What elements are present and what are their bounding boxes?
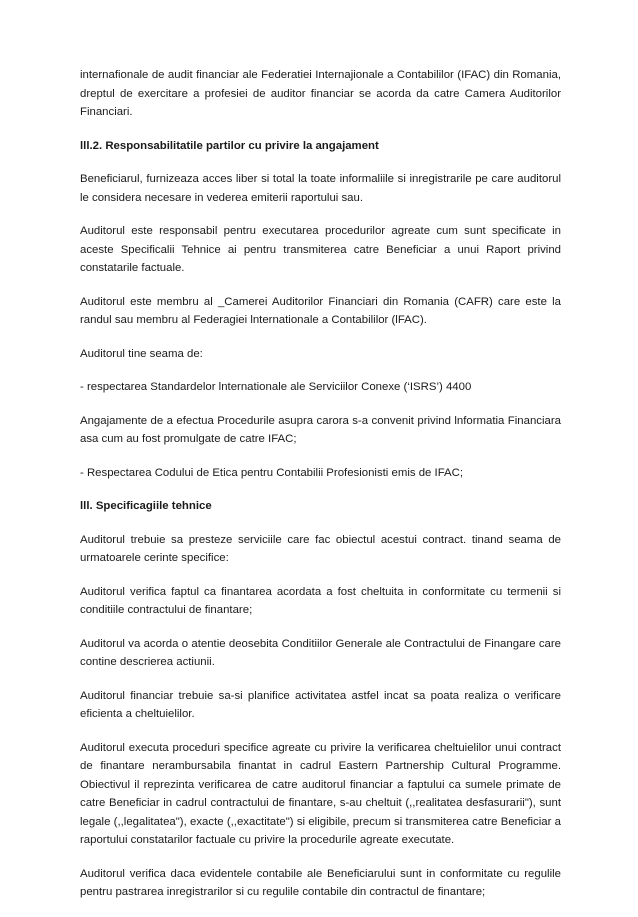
paragraph-planning: Auditorul financiar trebuie sa-si planifice activitatea astfel incat sa poata realiza o verificare eficienta a cheltuielilor. [80,689,561,720]
paragraph-procedures-commitment: Angajamente de a efectua Procedurile asupra carora s-a convenit privind lnformatia Financiara asa cum au fost promulgate de catre IFAC; [80,414,561,445]
paragraph-ifac-intro: internafionale de audit financiar ale Federatiei Internajionale a Contabililor (IFAC) din Romania, dreptul de exercitare a profesiei de auditor financiar se acorda da catre Camera Auditorilor Financiari. [80,69,561,118]
paragraph-auditor-considers: Auditorul tine seama de: [80,347,203,360]
section-heading-technical-specs: lll. Specificagiile tehnice [80,500,212,512]
paragraph-specific-procedures: Auditorul executa proceduri specifice agreate cu privire la verificarea cheltuielilor unui contract de finantare nerambursabila finantat in cadrul Eastern Partnership Cultural Programme. Obiectivul il reprezinta verificarea de catre auditorul financiar a faptului ca sumele primate de catre Beneficiar in cadrul contractului de finantare, s-au cheltuit (,,realitatea desfasurarii"), sunt legale (,,legalitatea"), exacte (,,exactitate") si eligibile, precum si transmiterea catre Beneficiar a raportului constatarilor factuale cu privire la procedurile agreate executate. [80,741,561,846]
paragraph-funding-verification: Auditorul verifica faptul ca finantarea acordata a fost cheltuita in conformitate cu termenii si conditiile contractului de finantare; [80,585,561,616]
paragraph-auditor-responsible: Auditorul este responsabil pentru executarea procedurilor agreate cum sunt specificate in aceste Specificalii Tehnice ai pentru transmiterea catre Beneficiar a unui Raport privind constatarile factuale. [80,225,561,274]
paragraph-general-conditions: Auditorul va acorda o atentie deosebita Conditiilor Generale ale Contractului de Finangare care contine descrierea actiunii. [80,637,561,668]
paragraph-accounting-records: Auditorul verifica daca evidentele contabile ale Beneficiarului sunt in conformitate cu regulile pentru pastrarea inregistrarilor si cu regulile contabile din contractul de finantare; [80,867,561,898]
document-body [80,66,561,917]
paragraph-auditor-member: Auditorul este membru al _Camerei Auditorilor Financiari din Romania (CAFR) care este la randul sau membru al Federagiei lnternationale a Contabililor (lFAC). [80,295,561,326]
paragraph-services-requirements: Auditorul trebuie sa presteze serviciile care fac obiectul acestui contract. tinand seama de urmatoarele cerinte specifice: [80,533,561,564]
paragraph-beneficiary-access: Beneficiarul, furnizeaza acces liber si total la toate informaliile si inregistrarile pe care auditorul le considera necesare in vederea emiterii raportului sau. [80,173,561,204]
paragraph-isrs-standard: - respectarea Standardelor lnternationale ale Serviciilor Conexe (‘ISRS’) 4400 [80,381,472,393]
section-heading-responsibilities: lll.2. Responsabilitatile partilor cu privire la angajament [80,139,379,152]
paragraph-ethics-code: - Respectarea Codului de Etica pentru Contabilii Profesionisti emis de IFAC; [80,466,464,479]
